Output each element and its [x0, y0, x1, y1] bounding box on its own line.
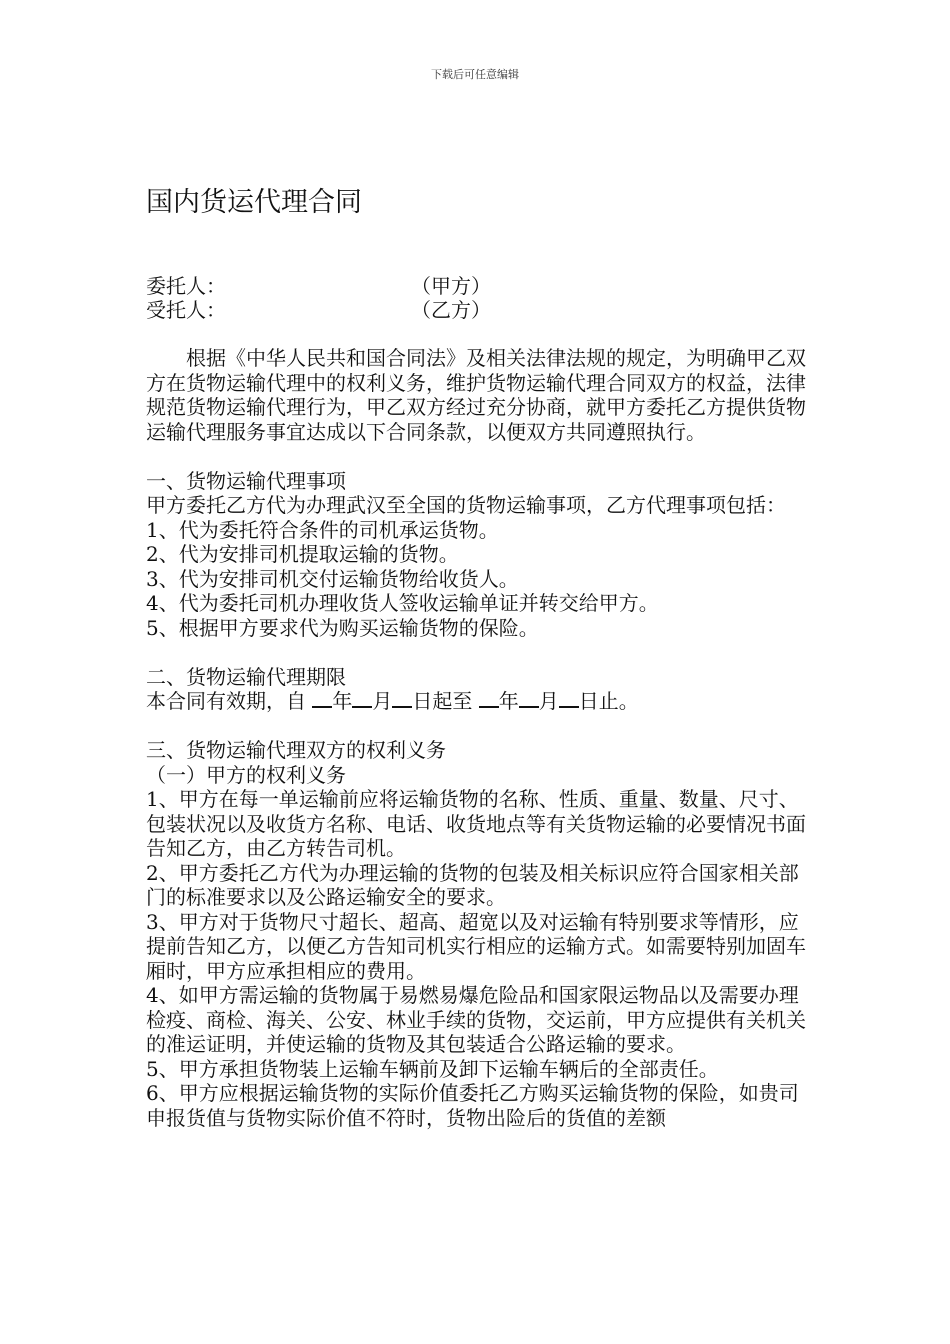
end-day-blank[interactable] [559, 689, 579, 708]
party-client [146, 274, 491, 298]
term-year-2: 年 [498, 689, 519, 713]
section-3-item: 5、甲方承担货物装上运输车辆前及卸下运输车辆后的全部责任。 [146, 1056, 719, 1081]
preamble: 根据《中华人民共和国合同法》及相关法律法规的规定，为明确甲乙双方在货物运输代理中的权利义务，维护货物运输代理合同双方的权益，法律规范货物运输代理行为，甲乙双方经过充分协商，就甲方委托乙方提供货物运输代理服务事宜达成以下合同条款，以便双方共同遵照执行。 [146, 346, 806, 444]
start-day-blank[interactable] [392, 689, 412, 708]
section-3-item: 2、甲方委托乙方代为办理运输的货物的包装及相关标识应符合国家相关部门的标准要求以及公路运输安全的要求。 [146, 860, 799, 909]
section-3-subheading: （一）甲方的权利义务 [146, 762, 346, 787]
section-1-heading: 一、货物运输代理事项 [146, 468, 346, 493]
party-agent-label: 受托人： [146, 298, 226, 322]
party-agent [146, 298, 491, 322]
party-agent-role: （乙方） [411, 298, 491, 322]
end-year-blank[interactable] [479, 689, 499, 708]
section-1-item: 2、代为安排司机提取运输的货物。 [146, 542, 459, 566]
contract-term [146, 689, 818, 714]
end-month-blank[interactable] [519, 689, 539, 708]
contract-body [146, 346, 818, 1130]
term-month-2: 月 [538, 689, 559, 713]
section-3-item: 6、甲方应根据运输货物的实际价值委托乙方购买运输货物的保险，如贵司申报货值与货物实际价值不符时，货物出险后的货值的差额 [146, 1081, 799, 1130]
party-client-label: 委托人： [146, 274, 226, 298]
section-1-item: 5、根据甲方要求代为购买运输货物的保险。 [146, 615, 539, 640]
start-month-blank[interactable] [352, 689, 372, 708]
party-client-role: （甲方） [411, 274, 491, 298]
section-1-intro: 甲方委托乙方代为办理武汉至全国的货物运输事项，乙方代理事项包括： [146, 493, 786, 517]
section-3-item: 1、甲方在每一单运输前应将运输货物的名称、性质、重量、数量、尺寸、包装状况以及收货方名称、电话、收货地点等有关货物运输的必要情况书面告知乙方，由乙方转告司机。 [146, 787, 806, 860]
section-3-item: 4、如甲方需运输的货物属于易燃易爆危险品和国家限运物品以及需要办理检疫、商检、海关、公安、林业手续的货物，交运前，甲方应提供有关机关的准运证明，并使运输的货物及其包装适合公路运输的要求。 [146, 983, 806, 1056]
section-3-heading: 三、货物运输代理双方的权利义务 [146, 738, 446, 762]
header-note: 下载后可任意编辑 [431, 68, 519, 81]
section-1-item: 4、代为委托司机办理收货人签收运输单证并转交给甲方。 [146, 591, 659, 615]
start-year-blank[interactable] [312, 689, 332, 708]
section-3-item: 3、甲方对于货物尺寸超长、超高、超宽以及对运输有特别要求等情形，应提前告知乙方，以便乙方告知司机实行相应的运输方式。如需要特别加固车厢时，甲方应承担相应的费用。 [146, 909, 806, 983]
section-1-item: 3、代为安排司机交付运输货物给收货人。 [146, 566, 519, 591]
term-day-1: 日起至 [412, 689, 479, 713]
term-day-2: 日止。 [578, 689, 639, 713]
term-text-start: 本合同有效期，自 [146, 689, 313, 713]
term-month-1: 月 [372, 689, 393, 713]
section-1-item: 1、代为委托符合条件的司机承运货物。 [146, 517, 499, 542]
document-title: 国内货运代理合同 [146, 187, 362, 218]
term-year-1: 年 [332, 689, 353, 713]
section-2-heading: 二、货物运输代理期限 [146, 664, 346, 689]
